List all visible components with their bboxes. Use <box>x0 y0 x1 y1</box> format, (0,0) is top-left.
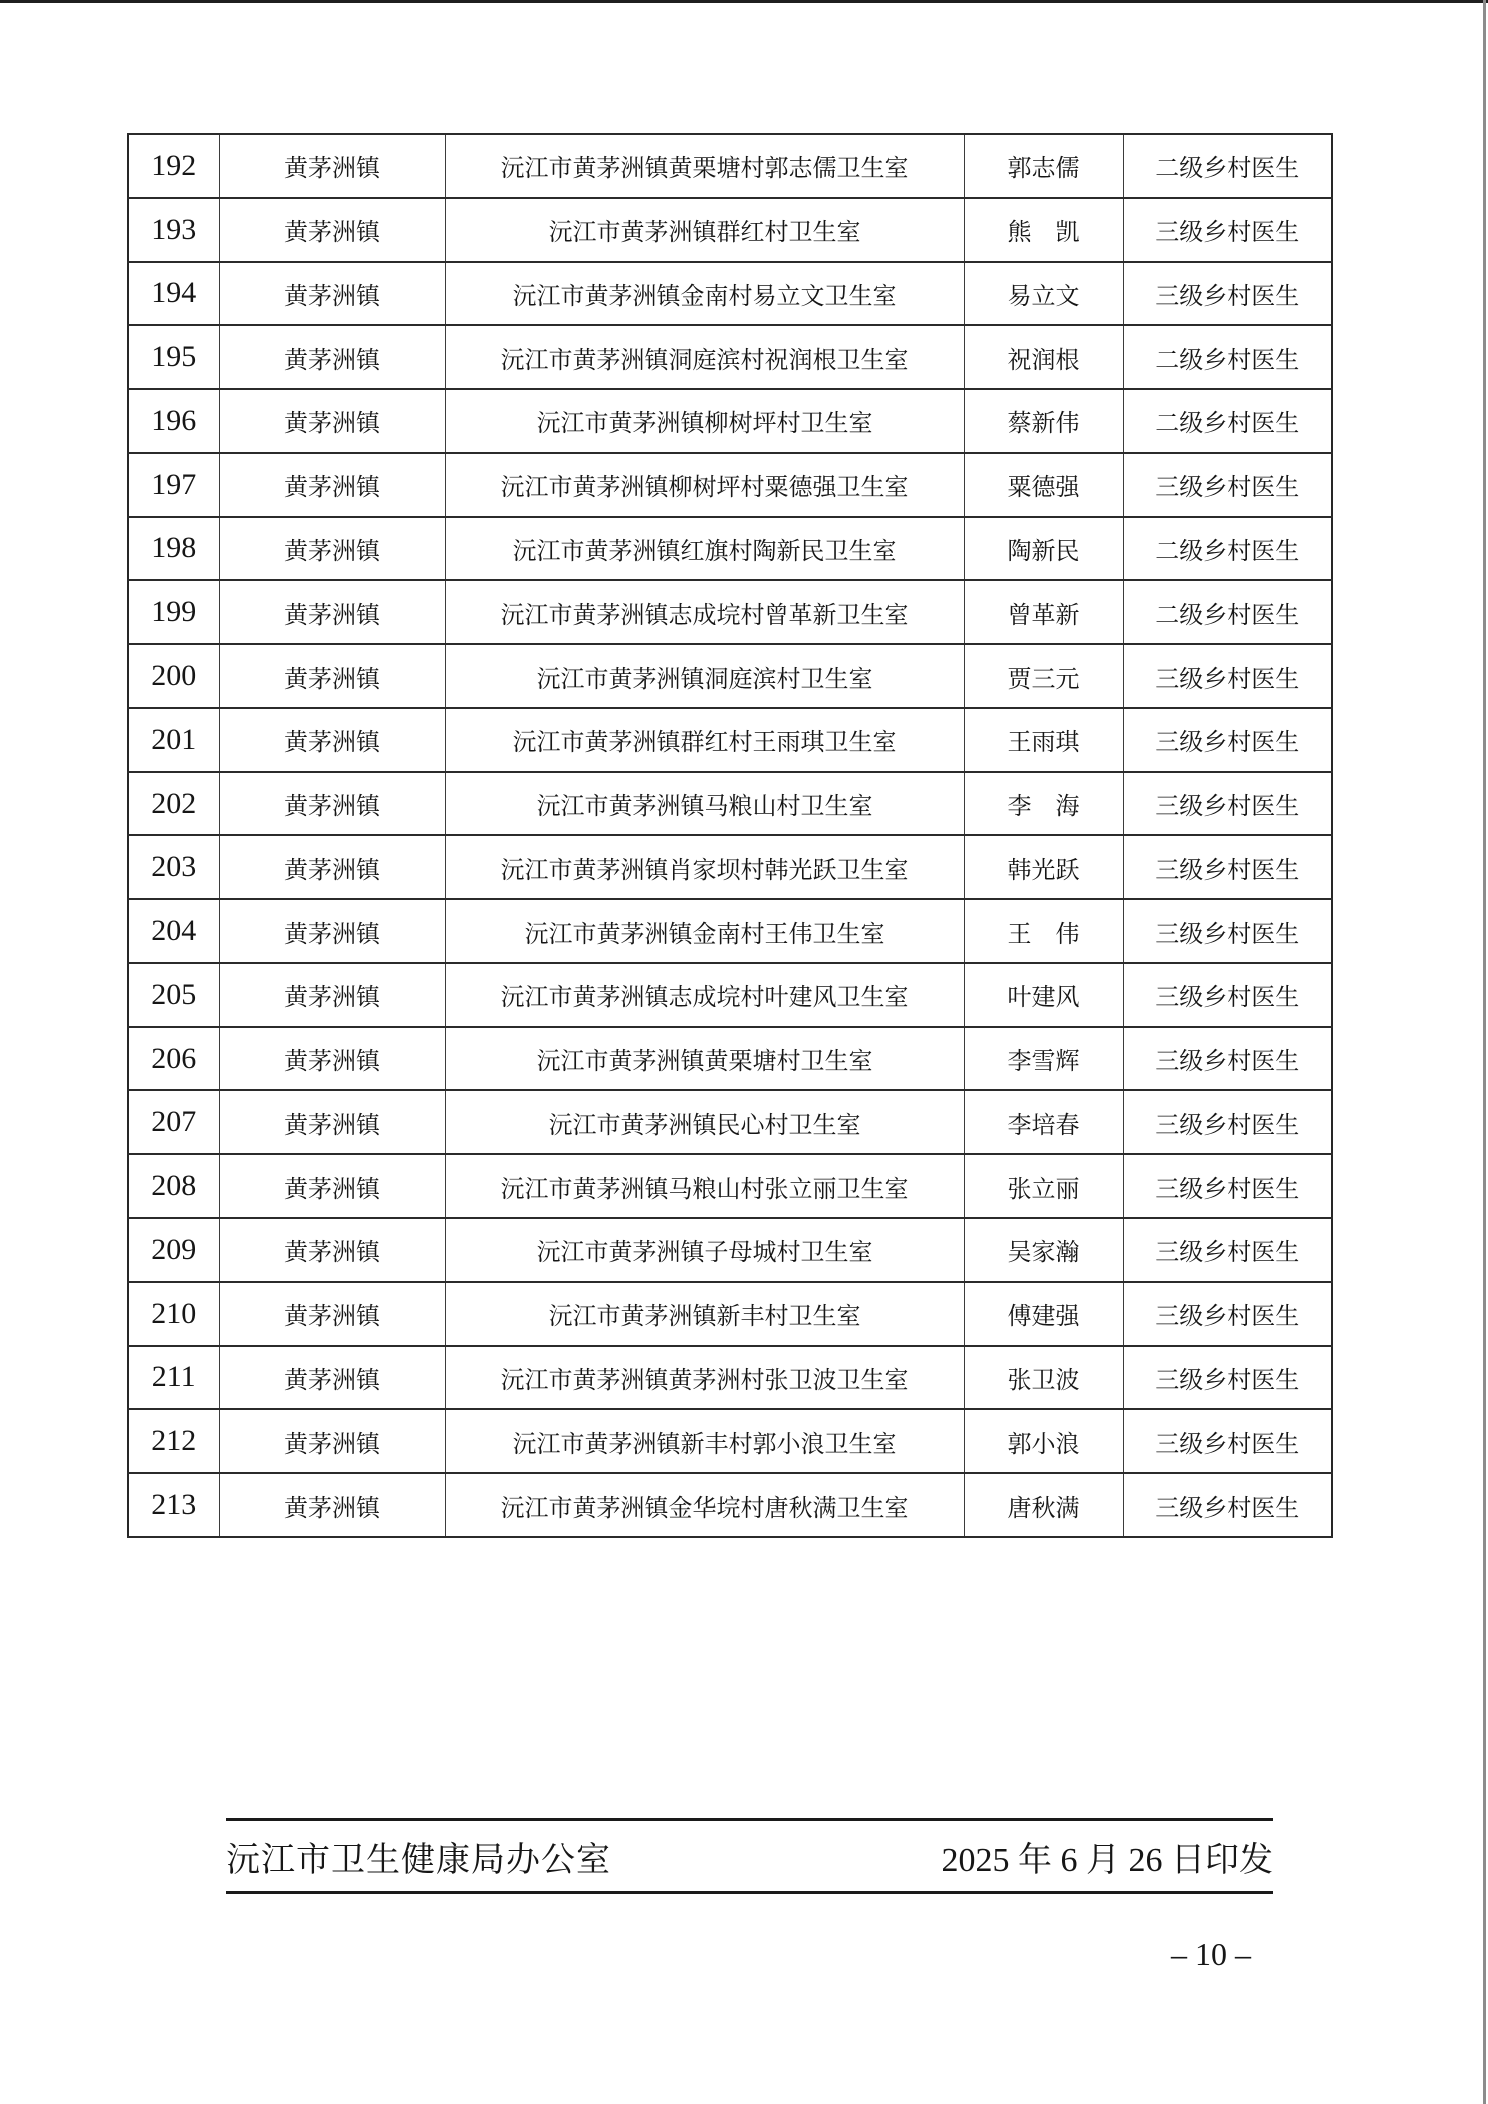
table-row <box>128 198 1332 262</box>
serial-number-cell: 201 <box>128 708 219 772</box>
serial-number-cell: 211 <box>128 1346 219 1410</box>
town-cell: 黄茅洲镇 <box>219 1346 445 1410</box>
print-date-label: 2025 年 6 月 26 日印发 <box>941 1841 1273 1879</box>
page-number: – 10 – <box>1171 1936 1251 1972</box>
serial-number-cell: 202 <box>128 772 219 836</box>
serial-number-cell: 206 <box>128 1027 219 1091</box>
doctor-name-cell: 唐秋满 <box>964 1473 1123 1537</box>
doctor-level-cell: 二级乡村医生 <box>1123 325 1332 389</box>
doctor-name-cell: 吴家瀚 <box>964 1218 1123 1282</box>
village-doctor-table <box>127 133 1333 1538</box>
doctor-name-cell: 蔡新伟 <box>964 389 1123 453</box>
table-row <box>128 835 1332 899</box>
table-row <box>128 453 1332 517</box>
doctor-name-cell: 李雪辉 <box>964 1027 1123 1091</box>
doctor-name-cell: 王雨琪 <box>964 708 1123 772</box>
doctor-level-cell: 二级乡村医生 <box>1123 517 1332 581</box>
doctor-name-cell: 粟德强 <box>964 453 1123 517</box>
town-cell: 黄茅洲镇 <box>219 580 445 644</box>
clinic-name-cell: 沅江市黄茅洲镇红旗村陶新民卫生室 <box>445 517 964 581</box>
doctor-level-cell: 三级乡村医生 <box>1123 1090 1332 1154</box>
doctor-name-cell: 李 海 <box>964 772 1123 836</box>
doctor-level-cell: 三级乡村医生 <box>1123 835 1332 899</box>
doctor-name-cell: 陶新民 <box>964 517 1123 581</box>
serial-number-cell: 207 <box>128 1090 219 1154</box>
town-cell: 黄茅洲镇 <box>219 1090 445 1154</box>
scan-top-edge <box>0 0 1488 3</box>
clinic-name-cell: 沅江市黄茅洲镇民心村卫生室 <box>445 1090 964 1154</box>
town-cell: 黄茅洲镇 <box>219 708 445 772</box>
town-cell: 黄茅洲镇 <box>219 1409 445 1473</box>
clinic-name-cell: 沅江市黄茅洲镇马粮山村张立丽卫生室 <box>445 1154 964 1218</box>
town-cell: 黄茅洲镇 <box>219 1154 445 1218</box>
serial-number-cell: 199 <box>128 580 219 644</box>
doctor-name-cell: 贾三元 <box>964 644 1123 708</box>
footer-divider-bottom <box>226 1891 1273 1894</box>
clinic-name-cell: 沅江市黄茅洲镇洞庭滨村卫生室 <box>445 644 964 708</box>
doctor-name-cell: 张立丽 <box>964 1154 1123 1218</box>
doctor-name-cell: 郭志儒 <box>964 134 1123 198</box>
clinic-name-cell: 沅江市黄茅洲镇金南村易立文卫生室 <box>445 262 964 326</box>
town-cell: 黄茅洲镇 <box>219 899 445 963</box>
clinic-name-cell: 沅江市黄茅洲镇金华垸村唐秋满卫生室 <box>445 1473 964 1537</box>
town-cell: 黄茅洲镇 <box>219 325 445 389</box>
clinic-name-cell: 沅江市黄茅洲镇志成垸村曾革新卫生室 <box>445 580 964 644</box>
town-cell: 黄茅洲镇 <box>219 1027 445 1091</box>
doctor-level-cell: 三级乡村医生 <box>1123 963 1332 1027</box>
serial-number-cell: 209 <box>128 1218 219 1282</box>
doctor-table-body <box>128 134 1332 1537</box>
town-cell: 黄茅洲镇 <box>219 517 445 581</box>
clinic-name-cell: 沅江市黄茅洲镇黄茅洲村张卫波卫生室 <box>445 1346 964 1410</box>
doctor-name-cell: 郭小浪 <box>964 1409 1123 1473</box>
doctor-level-cell: 三级乡村医生 <box>1123 1346 1332 1410</box>
doctor-name-cell: 曾革新 <box>964 580 1123 644</box>
clinic-name-cell: 沅江市黄茅洲镇肖家坝村韩光跃卫生室 <box>445 835 964 899</box>
table-row <box>128 708 1332 772</box>
table-row <box>128 1027 1332 1091</box>
clinic-name-cell: 沅江市黄茅洲镇黄栗塘村卫生室 <box>445 1027 964 1091</box>
town-cell: 黄茅洲镇 <box>219 198 445 262</box>
serial-number-cell: 193 <box>128 198 219 262</box>
table-row <box>128 262 1332 326</box>
doctor-level-cell: 三级乡村医生 <box>1123 1218 1332 1282</box>
table-row <box>128 134 1332 198</box>
doctor-level-cell: 三级乡村医生 <box>1123 453 1332 517</box>
town-cell: 黄茅洲镇 <box>219 1218 445 1282</box>
doctor-name-cell: 易立文 <box>964 262 1123 326</box>
doctor-name-cell: 韩光跃 <box>964 835 1123 899</box>
serial-number-cell: 208 <box>128 1154 219 1218</box>
clinic-name-cell: 沅江市黄茅洲镇新丰村郭小浪卫生室 <box>445 1409 964 1473</box>
table-row <box>128 389 1332 453</box>
scan-right-edge <box>1483 0 1486 2104</box>
doctor-level-cell: 三级乡村医生 <box>1123 772 1332 836</box>
town-cell: 黄茅洲镇 <box>219 1282 445 1346</box>
doctor-level-cell: 三级乡村医生 <box>1123 1154 1332 1218</box>
table-row <box>128 644 1332 708</box>
clinic-name-cell: 沅江市黄茅洲镇洞庭滨村祝润根卫生室 <box>445 325 964 389</box>
doctor-name-cell: 张卫波 <box>964 1346 1123 1410</box>
table-row <box>128 1090 1332 1154</box>
table-row <box>128 325 1332 389</box>
clinic-name-cell: 沅江市黄茅洲镇柳树坪村卫生室 <box>445 389 964 453</box>
table-row <box>128 772 1332 836</box>
town-cell: 黄茅洲镇 <box>219 389 445 453</box>
doctor-level-cell: 三级乡村医生 <box>1123 198 1332 262</box>
doctor-level-cell: 二级乡村医生 <box>1123 580 1332 644</box>
table-row <box>128 1409 1332 1473</box>
clinic-name-cell: 沅江市黄茅洲镇柳树坪村粟德强卫生室 <box>445 453 964 517</box>
doctor-level-cell: 三级乡村医生 <box>1123 708 1332 772</box>
town-cell: 黄茅洲镇 <box>219 453 445 517</box>
town-cell: 黄茅洲镇 <box>219 963 445 1027</box>
doctor-name-cell: 傅建强 <box>964 1282 1123 1346</box>
doctor-level-cell: 三级乡村医生 <box>1123 1409 1332 1473</box>
serial-number-cell: 200 <box>128 644 219 708</box>
serial-number-cell: 210 <box>128 1282 219 1346</box>
doctor-name-cell: 熊 凯 <box>964 198 1123 262</box>
table-row <box>128 1282 1332 1346</box>
serial-number-cell: 198 <box>128 517 219 581</box>
serial-number-cell: 195 <box>128 325 219 389</box>
table-row <box>128 1473 1332 1537</box>
clinic-name-cell: 沅江市黄茅洲镇黄栗塘村郭志儒卫生室 <box>445 134 964 198</box>
table-row <box>128 1218 1332 1282</box>
serial-number-cell: 192 <box>128 134 219 198</box>
table-row <box>128 580 1332 644</box>
serial-number-cell: 197 <box>128 453 219 517</box>
town-cell: 黄茅洲镇 <box>219 835 445 899</box>
table-row <box>128 517 1332 581</box>
town-cell: 黄茅洲镇 <box>219 1473 445 1537</box>
serial-number-cell: 203 <box>128 835 219 899</box>
serial-number-cell: 196 <box>128 389 219 453</box>
clinic-name-cell: 沅江市黄茅洲镇金南村王伟卫生室 <box>445 899 964 963</box>
clinic-name-cell: 沅江市黄茅洲镇马粮山村卫生室 <box>445 772 964 836</box>
doctor-level-cell: 三级乡村医生 <box>1123 899 1332 963</box>
clinic-name-cell: 沅江市黄茅洲镇新丰村卫生室 <box>445 1282 964 1346</box>
town-cell: 黄茅洲镇 <box>219 644 445 708</box>
town-cell: 黄茅洲镇 <box>219 262 445 326</box>
clinic-name-cell: 沅江市黄茅洲镇群红村卫生室 <box>445 198 964 262</box>
table-row <box>128 1154 1332 1218</box>
issuing-office-label: 沅江市卫生健康局办公室 <box>226 1841 611 1879</box>
doctor-level-cell: 二级乡村医生 <box>1123 134 1332 198</box>
doctor-level-cell: 三级乡村医生 <box>1123 1473 1332 1537</box>
town-cell: 黄茅洲镇 <box>219 134 445 198</box>
clinic-name-cell: 沅江市黄茅洲镇群红村王雨琪卫生室 <box>445 708 964 772</box>
table-row <box>128 1346 1332 1410</box>
table-row <box>128 963 1332 1027</box>
doctor-name-cell: 李培春 <box>964 1090 1123 1154</box>
doctor-level-cell: 三级乡村医生 <box>1123 1282 1332 1346</box>
doctor-name-cell: 叶建风 <box>964 963 1123 1027</box>
serial-number-cell: 212 <box>128 1409 219 1473</box>
serial-number-cell: 194 <box>128 262 219 326</box>
doctor-level-cell: 三级乡村医生 <box>1123 644 1332 708</box>
serial-number-cell: 205 <box>128 963 219 1027</box>
serial-number-cell: 204 <box>128 899 219 963</box>
table-row <box>128 899 1332 963</box>
town-cell: 黄茅洲镇 <box>219 772 445 836</box>
doctor-level-cell: 三级乡村医生 <box>1123 262 1332 326</box>
doctor-name-cell: 祝润根 <box>964 325 1123 389</box>
doctor-level-cell: 二级乡村医生 <box>1123 389 1332 453</box>
clinic-name-cell: 沅江市黄茅洲镇子母城村卫生室 <box>445 1218 964 1282</box>
serial-number-cell: 213 <box>128 1473 219 1537</box>
doctor-level-cell: 三级乡村医生 <box>1123 1027 1332 1091</box>
doctor-name-cell: 王 伟 <box>964 899 1123 963</box>
print-info-row <box>226 1821 1273 1891</box>
clinic-name-cell: 沅江市黄茅洲镇志成垸村叶建风卫生室 <box>445 963 964 1027</box>
